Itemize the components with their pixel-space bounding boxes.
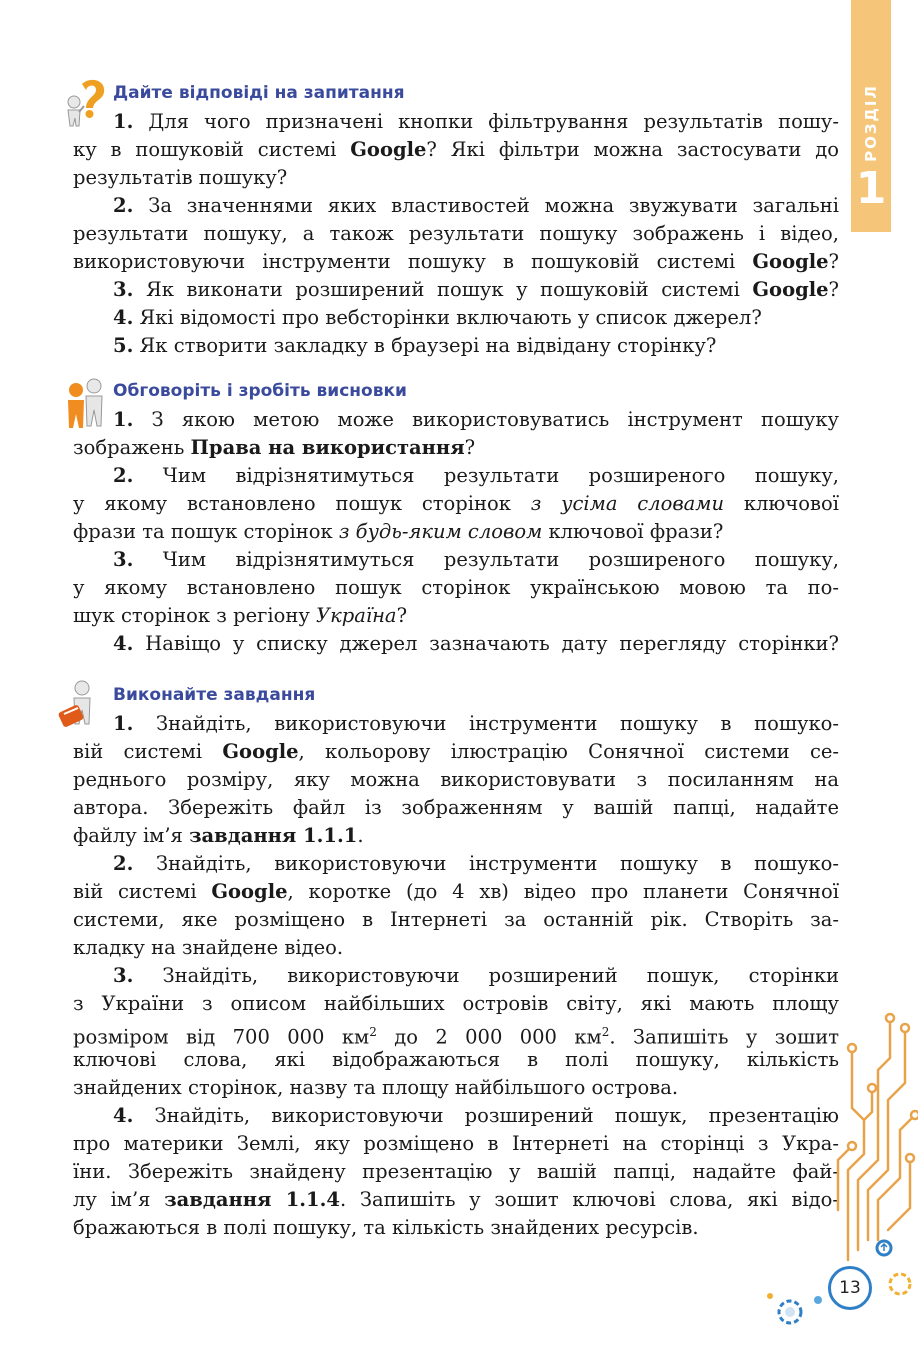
text-line: вій системі Google, коротке (до 4 хв) відео про планети Сонячної <box>73 880 839 903</box>
text-line: 3. Чим відрізнятимуться результати розширеного пошуку, <box>113 548 839 571</box>
section-tab-number: 1 <box>855 163 887 214</box>
text-line: 2. За значеннями яких властивостей можна звужувати загальні <box>113 194 839 217</box>
text-line: про материки Землі, яку розміщено в Інтернеті на сторінці з Укра- <box>73 1132 839 1155</box>
text-line: 3. Знайдіть, використовуючи розширений пошук, сторінки <box>113 964 839 987</box>
text-line: 1. Для чого призначені кнопки фільтрування результатів пошу- <box>113 110 839 133</box>
text-line: зображень Права на використання? <box>73 436 476 459</box>
text-line: 3. Як виконати розширений пошук у пошуковій системі Google? <box>113 278 839 301</box>
text-line: у якому встановлено пошук сторінок з усіма словами ключової <box>73 492 839 515</box>
text-line: 4. Навіщо у списку джерел зазначають дату перегляду сторінки? <box>113 632 839 655</box>
text-line: шук сторінок з регіону Україна? <box>73 604 408 627</box>
section-title-discuss: Обговоріть і зробіть висновки <box>113 381 407 401</box>
text-line: результати пошуку, а також результати пошуку зображень і відео, <box>73 222 839 245</box>
text-line: 4. Знайдіть, використовуючи розширений пошук, презентацію <box>113 1104 839 1127</box>
text-line: системи, яке розміщено в Інтернеті за останній рік. Створіть за- <box>73 908 839 931</box>
section-title-tasks: Виконайте завдання <box>113 685 316 705</box>
two-people-discussing-icon <box>64 376 108 430</box>
text-line: знайдених сторінок, назву та площу найбільшого острова. <box>73 1076 679 1099</box>
section-tab-label: РОЗДІЛ <box>862 84 880 162</box>
person-with-question-mark-icon <box>60 78 108 134</box>
text-line: 2. Чим відрізнятимуться результати розширеного пошуку, <box>113 464 839 487</box>
text-line: їни. Збережіть знайдену презентацію у вашій папці, надайте фай- <box>73 1160 839 1183</box>
text-line: ку в пошуковій системі Google? Які фільтри можна застосувати до <box>73 138 839 161</box>
text-line: 5. Як створити закладку в браузері на відвідану сторінку? <box>113 334 717 357</box>
text-line: лу ім’я завдання 1.1.4. Запишіть у зошит ключові слова, які відо- <box>73 1188 839 1211</box>
text-line: автора. Збережіть файл із зображенням у вашій папці, надайте <box>73 796 839 819</box>
text-line: 2. Знайдіть, використовуючи інструменти пошуку в пошуко- <box>113 852 839 875</box>
text-line: у якому встановлено пошук сторінок українською мовою та по- <box>73 576 839 599</box>
text-line: ключові слова, які відображаються в полі пошуку, кількість <box>73 1048 839 1071</box>
person-with-tools-icon <box>56 680 106 730</box>
text-line: вій системі Google, кольорову ілюстрацію Сонячної системи се- <box>73 740 839 763</box>
text-line: розміром від 700 000 $км^2$ до 2 000 000 $км^2$. Запишіть у зошит <box>73 1025 839 1049</box>
text-line: використовуючи інструменти пошуку в пошуковій системі Google? <box>73 250 839 273</box>
text-line: файлу ім’я завдання 1.1.1. <box>73 824 364 847</box>
text-line: результатів пошуку? <box>73 166 288 189</box>
page-number: 13 <box>828 1266 872 1310</box>
text-line: 1. З якою метою може використовуватись інструмент пошуку <box>113 408 839 431</box>
text-line: фрази та пошук сторінок з будь-яким словом ключової фрази? <box>73 520 724 543</box>
text-line: з України з описом найбільших островів світу, які мають площу <box>73 992 839 1015</box>
section-title-questions: Дайте відповіді на запитання <box>113 83 405 103</box>
text-line: 4. Які відомості про вебсторінки включають у список джерел? <box>113 306 762 329</box>
text-line: кладку на знайдене відео. <box>73 936 344 959</box>
text-line: реднього розміру, яку можна використовувати з посиланням на <box>73 768 839 791</box>
text-line: бражаються в полі пошуку, та кількість знайдених ресурсів. <box>73 1216 699 1239</box>
text-line: 1. Знайдіть, використовуючи інструменти пошуку в пошуко- <box>113 712 839 735</box>
